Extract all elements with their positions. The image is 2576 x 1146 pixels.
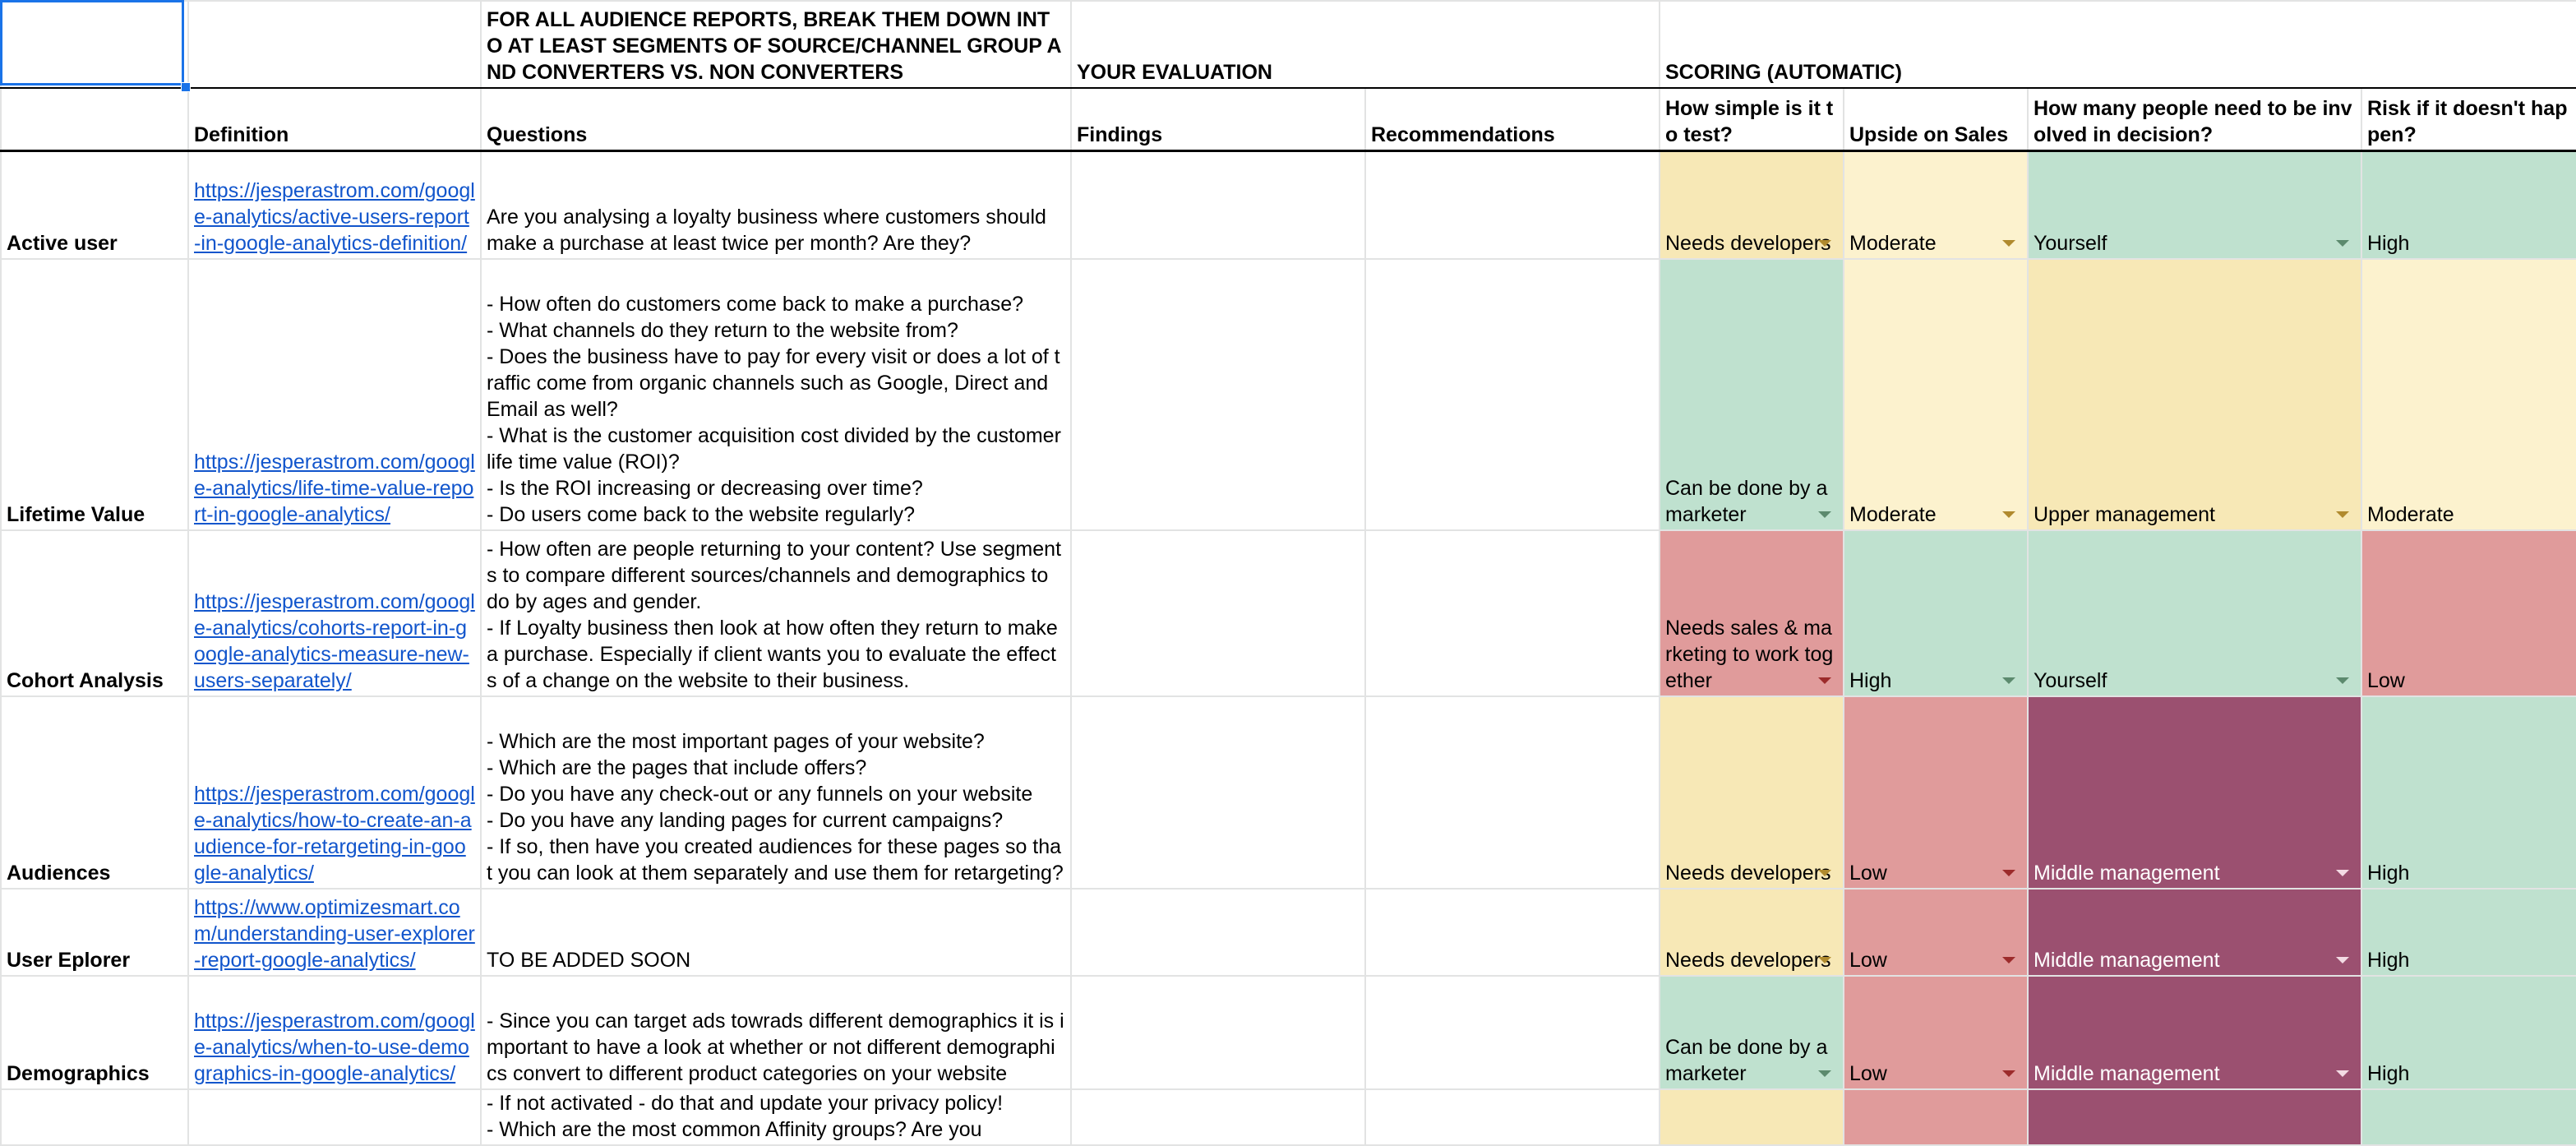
findings-cell[interactable]: [1071, 150, 1365, 259]
definition-cell[interactable]: [188, 530, 481, 696]
row-name[interactable]: Demographics: [1, 976, 188, 1089]
simple-score-cell[interactable]: [1660, 150, 1844, 259]
simple-score-value: Needs developers: [1665, 232, 1831, 255]
questions-cell[interactable]: - If not activated - do that and update your privacy policy! - Which are the most common Affinity groups? Are you: [481, 1089, 1071, 1145]
risk-score-cell[interactable]: [2361, 530, 2576, 696]
upside-score-cell[interactable]: [1844, 696, 2028, 889]
people-score-value: Middle management: [2034, 862, 2220, 885]
upside-score-cell[interactable]: [1844, 889, 2028, 976]
questions-cell[interactable]: - Since you can target ads towrads different demographics it is important to have a look at whether or not different demographics convert to different product categories on your website: [481, 976, 1071, 1089]
definition-cell[interactable]: [188, 259, 481, 530]
risk-score-value: Low: [2367, 669, 2405, 692]
cell-a1[interactable]: [1, 1, 188, 88]
table-row: [1, 889, 2576, 976]
risk-score-value: High: [2367, 862, 2410, 885]
people-score-cell[interactable]: [2028, 150, 2361, 259]
simple-score-cell[interactable]: [1660, 1089, 1844, 1145]
questions-cell[interactable]: - How often are people returning to your content? Use segments to compare different sources/channels and demographics to do by ages and gender. - If Loyalty business then look at how often they return to make a purchase. Especially if client wants you to evaluate the effects of a change on the website to their business.: [481, 530, 1071, 696]
upside-score-value: Moderate: [1849, 232, 1937, 255]
dropdown-arrow-icon[interactable]: [2002, 957, 2015, 963]
row-name[interactable]: Lifetime Value: [1, 259, 188, 530]
dropdown-arrow-icon[interactable]: [1818, 511, 1831, 518]
definition-link[interactable]: https://jesperastrom.com/google-analytics/how-to-create-an-audience-for-retargeting-in-google-analytics/: [194, 783, 475, 885]
dropdown-arrow-icon[interactable]: [1818, 957, 1831, 963]
findings-cell[interactable]: [1071, 1089, 1365, 1145]
upside-score-cell[interactable]: [1844, 259, 2028, 530]
dropdown-arrow-icon[interactable]: [2002, 1070, 2015, 1077]
row-name[interactable]: Active user: [1, 150, 188, 259]
row-name[interactable]: User Eplorer: [1, 889, 188, 976]
table-row: [1, 1089, 2576, 1145]
people-score-value: Middle management: [2034, 949, 2220, 972]
dropdown-arrow-icon[interactable]: [1818, 677, 1831, 684]
findings-cell[interactable]: [1071, 259, 1365, 530]
dropdown-arrow-icon[interactable]: [1818, 240, 1831, 247]
risk-score-cell[interactable]: [2361, 150, 2576, 259]
definition-link[interactable]: https://jesperastrom.com/google-analytics/life-time-value-report-in-google-analytics/: [194, 451, 475, 526]
findings-cell[interactable]: [1071, 696, 1365, 889]
table-row: [1, 976, 2576, 1089]
simple-score-cell[interactable]: [1660, 696, 1844, 889]
upside-score-value: High: [1849, 669, 1892, 692]
table-row: [1, 150, 2576, 259]
recommendations-cell[interactable]: [1365, 150, 1660, 259]
definition-cell[interactable]: [188, 889, 481, 976]
questions-cell[interactable]: TO BE ADDED SOON: [481, 889, 1071, 976]
dropdown-arrow-icon[interactable]: [2002, 240, 2015, 247]
risk-score-cell[interactable]: [2361, 1089, 2576, 1145]
header-row-2: [1, 88, 2576, 150]
row-name[interactable]: Cohort Analysis: [1, 530, 188, 696]
table-row: [1, 530, 2576, 696]
people-score-cell[interactable]: [2028, 1089, 2361, 1145]
dropdown-arrow-icon[interactable]: [2002, 677, 2015, 684]
simple-to-test-header[interactable]: How simple is it to test?: [1660, 88, 1844, 150]
recommendations-cell[interactable]: [1365, 1089, 1660, 1145]
simple-score-cell[interactable]: [1660, 259, 1844, 530]
your-evaluation-header[interactable]: YOUR EVALUATION: [1071, 1, 1660, 88]
header-row-1: [1, 1, 2576, 88]
recommendations-header[interactable]: Recommendations: [1365, 88, 1660, 150]
recommendations-cell[interactable]: [1365, 530, 1660, 696]
upside-header[interactable]: Upside on Sales: [1844, 88, 2028, 150]
people-score-cell[interactable]: [2028, 259, 2361, 530]
simple-score-cell[interactable]: [1660, 889, 1844, 976]
people-score-cell[interactable]: [2028, 696, 2361, 889]
definition-header[interactable]: Definition: [188, 88, 481, 150]
dropdown-arrow-icon[interactable]: [2002, 870, 2015, 876]
definition-link[interactable]: https://jesperastrom.com/google-analytics/when-to-use-demographics-in-google-analytics/: [194, 1010, 475, 1085]
upside-score-value: Moderate: [1849, 503, 1937, 526]
dropdown-arrow-icon[interactable]: [2002, 511, 2015, 518]
findings-header[interactable]: Findings: [1071, 88, 1365, 150]
people-score-value: Middle management: [2034, 1062, 2220, 1085]
dropdown-arrow-icon[interactable]: [2336, 870, 2349, 876]
findings-cell[interactable]: [1071, 889, 1365, 976]
dropdown-arrow-icon[interactable]: [2336, 1070, 2349, 1077]
dropdown-arrow-icon[interactable]: [2336, 240, 2349, 247]
row-name[interactable]: Audiences: [1, 696, 188, 889]
people-involved-header[interactable]: How many people need to be involved in decision?: [2028, 88, 2361, 150]
risk-header[interactable]: Risk if it doesn't happen?: [2361, 88, 2576, 150]
people-score-cell[interactable]: [2028, 889, 2361, 976]
risk-score-cell[interactable]: [2361, 976, 2576, 1089]
people-score-value: Upper management: [2034, 503, 2215, 526]
simple-score-value: Needs developers: [1665, 862, 1831, 885]
findings-cell[interactable]: [1071, 976, 1365, 1089]
risk-score-value: Moderate: [2367, 503, 2454, 526]
table-row: [1, 259, 2576, 530]
cell-a2[interactable]: [1, 88, 188, 150]
simple-score-value: Needs developers: [1665, 949, 1831, 972]
upside-score-cell[interactable]: [1844, 976, 2028, 1089]
dropdown-arrow-icon[interactable]: [2336, 511, 2349, 518]
questions-cell[interactable]: Are you analysing a loyalty business where customers should make a purchase at least twice per month? Are they?: [481, 150, 1071, 259]
definition-cell[interactable]: [188, 696, 481, 889]
dropdown-arrow-icon[interactable]: [1818, 1070, 1831, 1077]
upside-score-value: Low: [1849, 949, 1887, 972]
recommendations-cell[interactable]: [1365, 696, 1660, 889]
risk-score-cell[interactable]: [2361, 889, 2576, 976]
definition-cell[interactable]: [188, 976, 481, 1089]
people-score-value: Yourself: [2034, 669, 2107, 692]
questions-header[interactable]: Questions: [481, 88, 1071, 150]
dropdown-arrow-icon[interactable]: [1818, 870, 1831, 876]
simple-score-value: Needs sales & marketing to work together: [1665, 617, 1834, 692]
risk-score-value: High: [2367, 232, 2410, 255]
people-score-value: Yourself: [2034, 232, 2107, 255]
recommendations-cell[interactable]: [1365, 889, 1660, 976]
upside-score-cell[interactable]: [1844, 1089, 2028, 1145]
row-name[interactable]: [1, 1089, 188, 1145]
audience-note-header[interactable]: FOR ALL AUDIENCE REPORTS, BREAK THEM DOWN INTO AT LEAST SEGMENTS OF SOURCE/CHANNEL GROUP AND CONVERTERS VS. NON CONVERTERS: [481, 1, 1071, 88]
definition-link[interactable]: https://jesperastrom.com/google-analytics/cohorts-report-in-google-analytics-measure-new-users-separately/: [194, 590, 475, 692]
table-row: [1, 696, 2576, 889]
upside-score-value: Low: [1849, 1062, 1887, 1085]
cell-b1[interactable]: [188, 1, 481, 88]
people-score-cell[interactable]: [2028, 530, 2361, 696]
simple-score-cell[interactable]: [1660, 976, 1844, 1089]
risk-score-value: High: [2367, 949, 2410, 972]
simple-score-value: Can be done by a marketer: [1665, 1036, 1828, 1085]
people-score-cell[interactable]: [2028, 976, 2361, 1089]
recommendations-cell[interactable]: [1365, 976, 1660, 1089]
risk-score-cell[interactable]: [2361, 259, 2576, 530]
scoring-header[interactable]: SCORING (AUTOMATIC): [1660, 1, 2576, 88]
upside-score-value: Low: [1849, 862, 1887, 885]
simple-score-cell[interactable]: [1660, 530, 1844, 696]
upside-score-cell[interactable]: [1844, 150, 2028, 259]
findings-cell[interactable]: [1071, 530, 1365, 696]
upside-score-cell[interactable]: [1844, 530, 2028, 696]
definition-link[interactable]: https://www.optimizesmart.com/understanding-user-explorer-report-google-analytics/: [194, 896, 475, 972]
definition-cell[interactable]: [188, 1089, 481, 1145]
questions-cell[interactable]: - Which are the most important pages of your website? - Which are the pages that include offers? - Do you have any check-out or any funnels on your website - Do you have any landing pages for current campaigns? - If so, then have you created audiences for these pages so that you can look at them separately and use them for retargeting?: [481, 696, 1071, 889]
definition-link[interactable]: https://jesperastrom.com/google-analytics/active-users-report-in-google-analytics-definition/: [194, 179, 475, 255]
questions-cell[interactable]: - How often do customers come back to make a purchase? - What channels do they return to the website from? - Does the business have to pay for every visit or does a lot of traffic come from organic channels such as Google, Direct and Email as well? - What is the customer acquisition cost divided by the customer life time value (ROI)? - Is the ROI increasing or decreasing over time? - Do users come back to the website regularly?: [481, 259, 1071, 530]
simple-score-value: Can be done by a marketer: [1665, 477, 1828, 526]
dropdown-arrow-icon[interactable]: [2336, 677, 2349, 684]
dropdown-arrow-icon[interactable]: [2336, 957, 2349, 963]
risk-score-value: High: [2367, 1062, 2410, 1085]
recommendations-cell[interactable]: [1365, 259, 1660, 530]
risk-score-cell[interactable]: [2361, 696, 2576, 889]
definition-cell[interactable]: [188, 150, 481, 259]
